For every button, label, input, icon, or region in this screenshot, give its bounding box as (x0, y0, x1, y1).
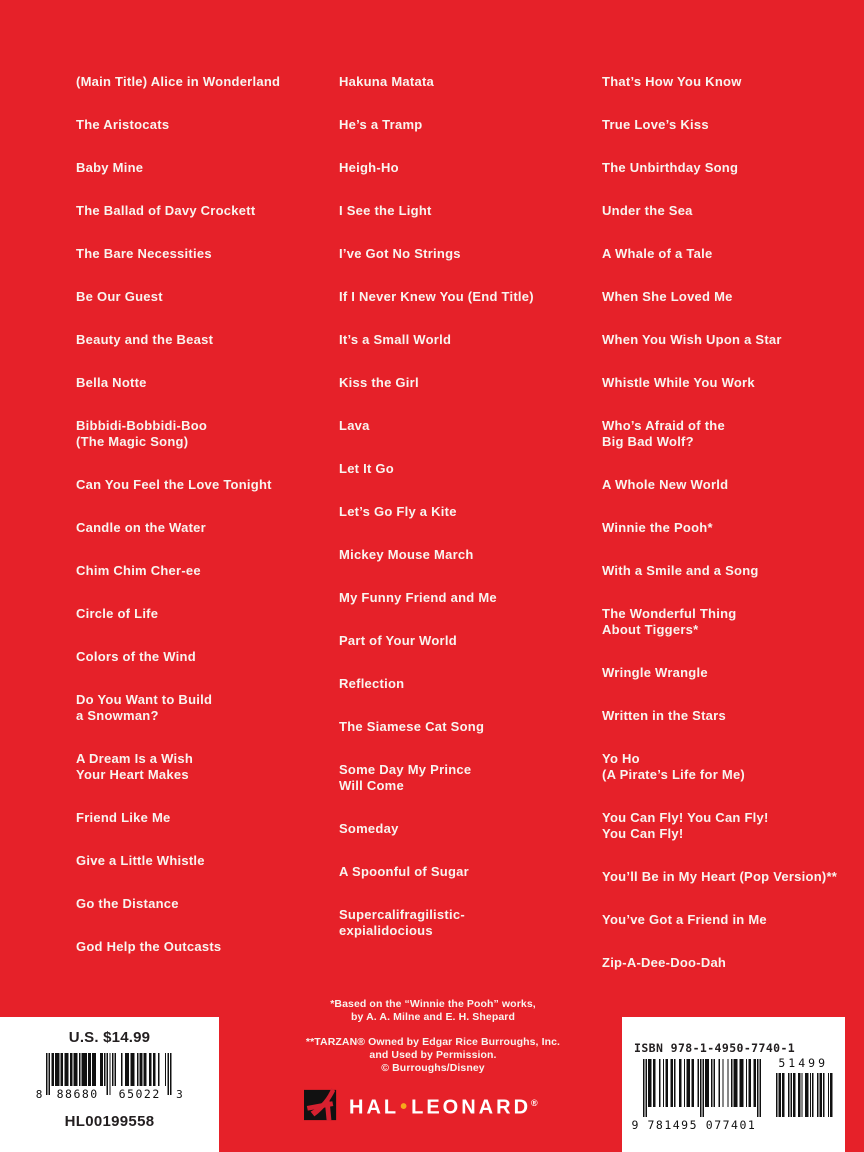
song-title: Part of Your World (339, 633, 457, 648)
song-title: Whistle While You Work (602, 375, 755, 390)
song-title: Bibbidi-Bobbidi-Boo (The Magic Song) (76, 418, 208, 449)
song-title: Lava (339, 418, 370, 433)
svg-text:781495: 781495 (647, 1118, 699, 1132)
song-title: Be Our Guest (76, 289, 163, 304)
song-title: Baby Mine (76, 160, 144, 175)
svg-text:88680: 88680 (56, 1087, 99, 1101)
song-title: Yo Ho (A Pirate’s Life for Me) (602, 751, 746, 782)
logo-dot-icon: • (400, 1096, 411, 1119)
song-title: Under the Sea (602, 203, 693, 218)
song-title: Chim Chim Cher-ee (76, 563, 201, 578)
song-title: Supercalifragilistic- expialidocious (339, 907, 465, 938)
song-title: Can You Feel the Love Tonight (76, 477, 272, 492)
song-title: Mickey Mouse March (339, 547, 474, 562)
song-title: You’ll Be in My Heart (Pop Version)** (602, 869, 838, 884)
song-title: If I Never Knew You (End Title) (339, 289, 534, 304)
song-title: Written in the Stars (602, 708, 726, 723)
song-title: Friend Like Me (76, 810, 171, 825)
song-title: A Spoonful of Sugar (339, 864, 469, 879)
catalog-number: HL00199558 (64, 1113, 155, 1130)
song-title: Colors of the Wind (76, 649, 196, 664)
hal-leonard-mark-icon (304, 1088, 338, 1122)
svg-text:077401: 077401 (705, 1118, 757, 1132)
song-title: True Love’s Kiss (602, 117, 709, 132)
song-title: Do You Want to Build a Snowman? (76, 692, 213, 723)
song-title: (Main Title) Alice in Wonderland (76, 74, 281, 89)
song-title: A Whole New World (602, 477, 729, 492)
svg-text:65022: 65022 (118, 1087, 161, 1101)
isbn-number: ISBN 978-1-4950-7740-1 (634, 1041, 796, 1055)
hal-leonard-logo (304, 1087, 538, 1123)
song-title: I See the Light (339, 203, 432, 218)
song-title: It’s a Small World (339, 332, 452, 347)
song-title: The Siamese Cat Song (339, 719, 485, 734)
song-title: Kiss the Girl (339, 375, 419, 390)
song-title: Reflection (339, 676, 405, 691)
song-title: You Can Fly! You Can Fly! You Can Fly! (602, 810, 769, 841)
song-title: My Funny Friend and Me (339, 590, 497, 605)
song-title: The Wonderful Thing About Tiggers* (602, 606, 737, 637)
song-title: Wringle Wrangle (602, 665, 708, 680)
song-title: That’s How You Know (602, 74, 742, 89)
publisher-name: HAL•LEONARD® (349, 1096, 538, 1119)
song-title: Someday (339, 821, 399, 836)
song-title: Winnie the Pooh* (602, 520, 713, 535)
song-title: Candle on the Water (76, 520, 206, 535)
svg-text:3: 3 (176, 1088, 183, 1101)
song-title: Give a Little Whistle (76, 853, 205, 868)
song-title: God Help the Outcasts (76, 939, 222, 954)
song-column-1 (76, 74, 339, 998)
song-title: A Whale of a Tale (602, 246, 713, 261)
song-list (76, 74, 846, 998)
ean-barcode (622, 1055, 845, 1137)
upc-barcode (30, 1053, 188, 1101)
isbn-barcode-panel (622, 1017, 845, 1152)
song-title: Some Day My Prince Will Come (339, 762, 472, 793)
song-title: When You Wish Upon a Star (602, 332, 782, 347)
song-title: The Aristocats (76, 117, 170, 132)
footnote-tarzan: **TARZAN® Owned by Edgar Rice Burroughs, Inc. and Used by Permission. © Burroughs/Disney (305, 1036, 561, 1074)
song-column-2 (339, 74, 602, 998)
song-title: Hakuna Matata (339, 74, 434, 89)
price-barcode-panel (0, 1017, 219, 1152)
song-title: Let’s Go Fly a Kite (339, 504, 457, 519)
song-title: He’s a Tramp (339, 117, 423, 132)
song-title: Heigh-Ho (339, 160, 399, 175)
song-title: Beauty and the Beast (76, 332, 214, 347)
song-title: Let It Go (339, 461, 394, 476)
song-title: A Dream Is a Wish Your Heart Makes (76, 751, 194, 782)
svg-text:8: 8 (35, 1088, 43, 1101)
song-column-3 (602, 74, 864, 998)
song-title: You’ve Got a Friend in Me (602, 912, 767, 927)
price-label: U.S. $14.99 (68, 1029, 151, 1046)
svg-text:9: 9 (631, 1118, 639, 1132)
song-title: The Bare Necessities (76, 246, 212, 261)
footnotes (233, 998, 633, 1087)
song-title: Who’s Afraid of the Big Bad Wolf? (602, 418, 725, 449)
footnote-winnie-the-pooh: *Based on the “Winnie the Pooh” works, by A. A. Milne and E. H. Shepard (330, 998, 536, 1023)
song-title: When She Loved Me (602, 289, 733, 304)
song-title: Circle of Life (76, 606, 159, 621)
song-title: I’ve Got No Strings (339, 246, 461, 261)
song-title: Zip-A-Dee-Doo-Dah (602, 955, 727, 970)
svg-text:51499: 51499 (778, 1056, 829, 1070)
song-title: With a Smile and a Song (602, 563, 759, 578)
song-title: Bella Notte (76, 375, 147, 390)
song-title: The Unbirthday Song (602, 160, 739, 175)
song-title: The Ballad of Davy Crockett (76, 203, 256, 218)
registered-mark: ® (531, 1097, 538, 1108)
song-title: Go the Distance (76, 896, 179, 911)
